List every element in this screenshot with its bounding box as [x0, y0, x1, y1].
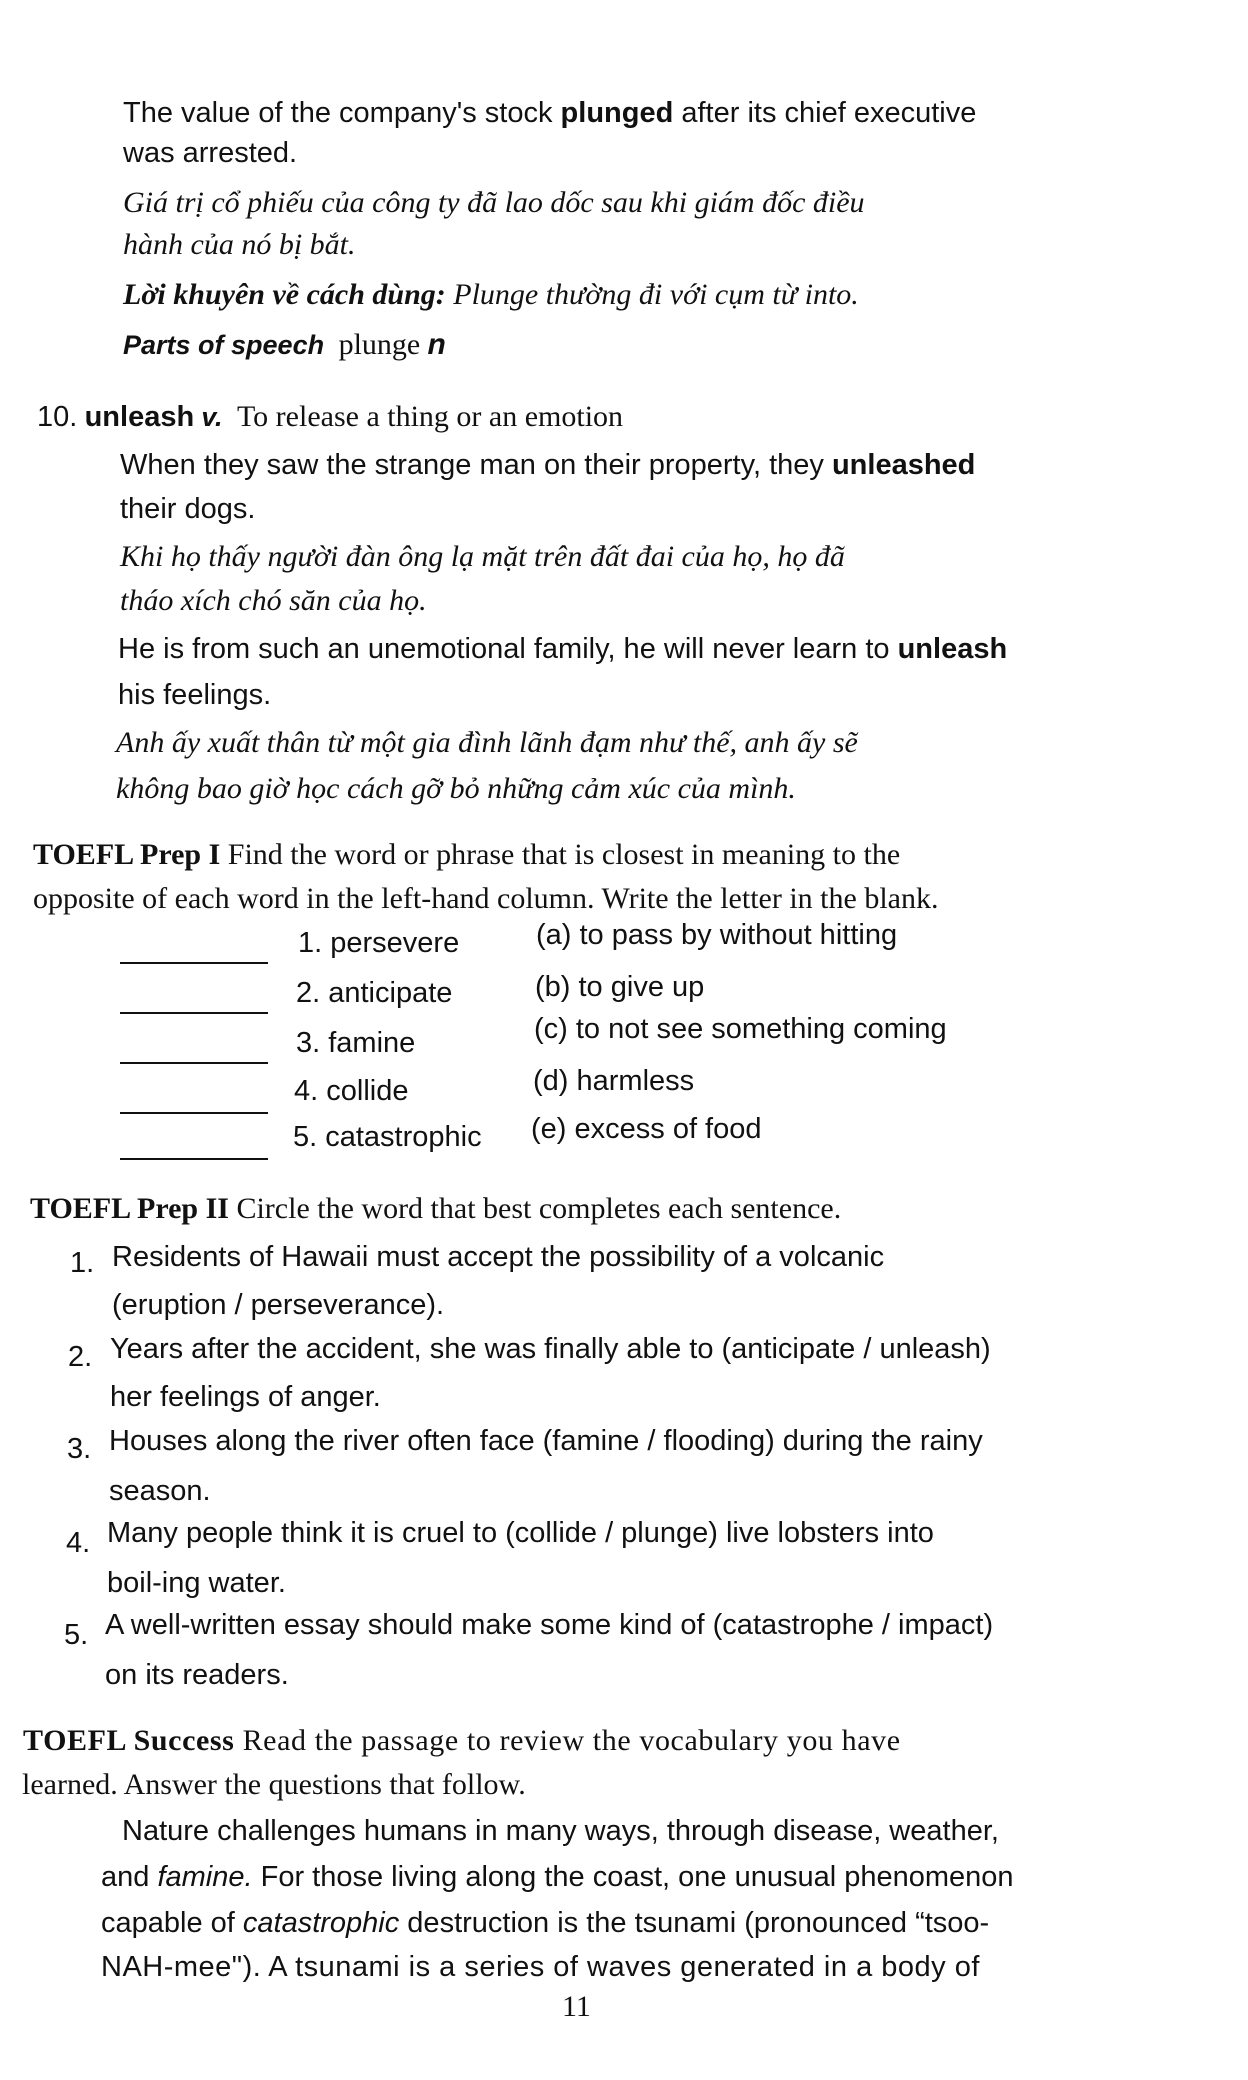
- match-definition: (a) to pass by without hitting: [536, 919, 898, 951]
- prep2-instructions: [30, 1192, 841, 1226]
- example-line: was arrested.: [123, 137, 298, 169]
- section-title: TOEFL Prep I: [33, 838, 221, 871]
- example-line: their dogs.: [120, 493, 256, 525]
- item-number: 2.: [68, 1341, 93, 1373]
- match-word: 2. anticipate: [296, 977, 453, 1009]
- usage-label: Lời khuyên về cách dùng:: [123, 278, 446, 311]
- page-number: 11: [562, 1990, 591, 2023]
- section-title: TOEFL Prep II: [30, 1192, 229, 1225]
- item-number: 4.: [66, 1527, 91, 1559]
- item-line: Many people think it is cruel to (collide / plunge) live lobsters into: [107, 1517, 934, 1549]
- item-line: Years after the accident, she was finally able to (anticipate / unleash): [110, 1333, 991, 1365]
- translation-line: Khi họ thấy người đàn ông lạ mặt trên đất đai của họ, họ đã: [120, 540, 845, 573]
- passage-line: [101, 1906, 989, 1940]
- match-word: 1. persevere: [298, 927, 460, 959]
- success-instructions: [23, 1724, 901, 1758]
- entry-definition: To release a thing or an emotion: [236, 400, 624, 433]
- example-sentence: [123, 96, 976, 130]
- text: When they saw the strange man on their property, they: [120, 449, 832, 481]
- match-definition: (b) to give up: [535, 971, 705, 1003]
- passage-line: NAH-mee"). A tsunami is a series of waves generated in a body of: [101, 1951, 980, 1983]
- item-line: A well-written essay should make some kind of (catastrophe / impact): [105, 1609, 994, 1641]
- text: Find the word or phrase that is closest in meaning to the: [220, 838, 901, 871]
- usage-tip: [123, 278, 859, 312]
- answer-blank[interactable]: [120, 962, 268, 964]
- success-instructions-line2: learned. Answer the questions that follow.: [22, 1768, 526, 1801]
- answer-blank[interactable]: [120, 1062, 268, 1064]
- text: after its chief executive: [673, 97, 977, 129]
- translation-line: không bao giờ học cách gỡ bỏ những cảm xúc của mình.: [116, 772, 796, 805]
- match-word: 5. catastrophic: [293, 1121, 482, 1153]
- entry-pos: v.: [201, 402, 223, 432]
- prep1-instructions-line2: opposite of each word in the left-hand column. Write the letter in the blank.: [33, 882, 939, 915]
- answer-blank[interactable]: [120, 1112, 268, 1114]
- usage-text: Plunge thường đi với cụm từ into.: [445, 278, 859, 311]
- example-sentence: [120, 448, 975, 482]
- example-sentence: [118, 632, 1007, 666]
- parts-of-speech: [123, 328, 446, 362]
- vocab-word: unleashed: [831, 449, 976, 481]
- item-line: season.: [109, 1475, 211, 1507]
- text: Read the passage to review the vocabulary you have: [234, 1724, 901, 1757]
- item-line: her feelings of anger.: [110, 1381, 381, 1413]
- translation-line: hành của nó bị bắt.: [123, 228, 356, 261]
- text: The value of the company's stock: [123, 97, 561, 129]
- match-definition: (c) to not see something coming: [534, 1013, 947, 1045]
- translation-line: Anh ấy xuất thân từ một gia đình lãnh đạm như thế, anh ấy sẽ: [116, 726, 858, 759]
- answer-blank[interactable]: [120, 1012, 268, 1014]
- entry-heading: [37, 400, 623, 434]
- vocab-word: plunged: [560, 97, 674, 129]
- item-number: 5.: [64, 1619, 89, 1651]
- text: destruction is the tsunami (pronounced “tsoo-: [399, 1907, 990, 1939]
- text: For those living along the coast, one unusual phenomenon: [252, 1861, 1014, 1893]
- text: He is from such an unemotional family, he will never learn to: [118, 633, 898, 665]
- entry-word: unleash: [84, 401, 195, 433]
- passage-line: Nature challenges humans in many ways, through disease, weather,: [122, 1815, 999, 1847]
- item-line: on its readers.: [105, 1659, 289, 1691]
- match-definition: (e) excess of food: [531, 1113, 762, 1145]
- text: and: [101, 1861, 158, 1893]
- example-line: his feelings.: [118, 679, 272, 711]
- text: Circle the word that best completes each sentence.: [228, 1192, 842, 1225]
- vocab-word: catastrophic: [242, 1907, 400, 1939]
- pos-word: plunge: [338, 328, 421, 361]
- match-word: 3. famine: [296, 1027, 416, 1059]
- pos-tag: n: [427, 328, 446, 361]
- section-title: TOEFL Success: [23, 1724, 235, 1757]
- item-line: Residents of Hawaii must accept the possibility of a volcanic: [112, 1241, 885, 1273]
- translation-line: Giá trị cổ phiếu của công ty đã lao dốc sau khi giám đốc điều: [123, 186, 865, 219]
- pos-label: Parts of speech: [123, 330, 325, 360]
- passage-line: [101, 1860, 1014, 1894]
- vocab-word: famine.: [157, 1861, 253, 1893]
- item-line: boil-ing water.: [107, 1567, 286, 1599]
- vocab-word: unleash: [897, 633, 1008, 665]
- item-number: 3.: [67, 1433, 92, 1465]
- text: capable of: [101, 1907, 243, 1939]
- item-line: Houses along the river often face (famine / flooding) during the rainy: [109, 1425, 983, 1457]
- translation-line: tháo xích chó săn của họ.: [120, 584, 427, 617]
- item-number: 1.: [70, 1247, 95, 1279]
- item-line: (eruption / perseverance).: [112, 1289, 445, 1321]
- prep1-instructions: [33, 838, 900, 872]
- answer-blank[interactable]: [120, 1158, 268, 1160]
- match-definition: (d) harmless: [533, 1065, 695, 1097]
- match-word: 4. collide: [294, 1075, 409, 1107]
- entry-number: 10.: [37, 401, 78, 433]
